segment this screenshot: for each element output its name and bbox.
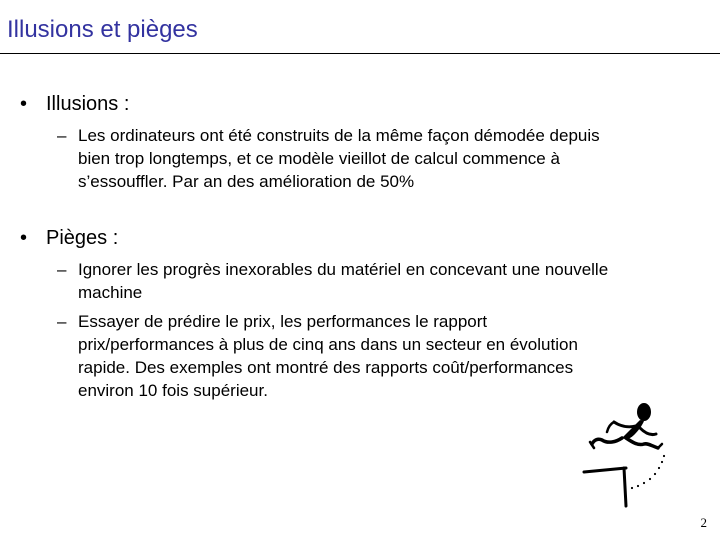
bullet-label: Illusions :	[46, 93, 130, 115]
slide-title: Illusions et pièges	[7, 16, 198, 43]
subitem-pieges-2	[57, 310, 578, 402]
text-line: Essayer de prédire le prix, les performances le rapport	[78, 312, 488, 331]
bullet-marker: •	[20, 93, 28, 115]
subitem-text	[78, 124, 600, 193]
text-line: Ignorer les progrès inexorables du matériel en concevant une nouvelle	[78, 260, 609, 279]
text-line: Les ordinateurs ont été construits de la même façon démodée depuis	[78, 126, 600, 145]
bullet-pieges	[20, 226, 118, 250]
subitem-marker: –	[57, 260, 67, 279]
bullet-marker: •	[20, 227, 28, 249]
page-number: 2	[700, 515, 707, 530]
bullet-illusions	[20, 92, 129, 116]
running-hurdler-icon	[582, 398, 674, 510]
subitem-pieges-1	[57, 258, 608, 304]
subitem-illusions-1	[57, 124, 600, 193]
bullet-label: Pièges :	[46, 227, 119, 249]
text-line: machine	[78, 283, 143, 302]
subitem-text	[78, 310, 578, 402]
text-line: bien trop longtemps, et ce modèle vieillot de calcul commence à	[78, 149, 560, 168]
subitem-marker: –	[57, 126, 67, 145]
text-line: s’essouffler. Par an des amélioration de 50%	[78, 172, 415, 191]
text-line: environ 10 fois supérieur.	[78, 381, 268, 400]
subitem-text	[78, 258, 608, 304]
title-divider	[0, 53, 720, 54]
text-line: prix/performances à plus de cinq ans dans un secteur en évolution	[78, 335, 578, 354]
text-line: rapide. Des exemples ont montré des rapports coût/performances	[78, 358, 574, 377]
subitem-marker: –	[57, 312, 67, 331]
